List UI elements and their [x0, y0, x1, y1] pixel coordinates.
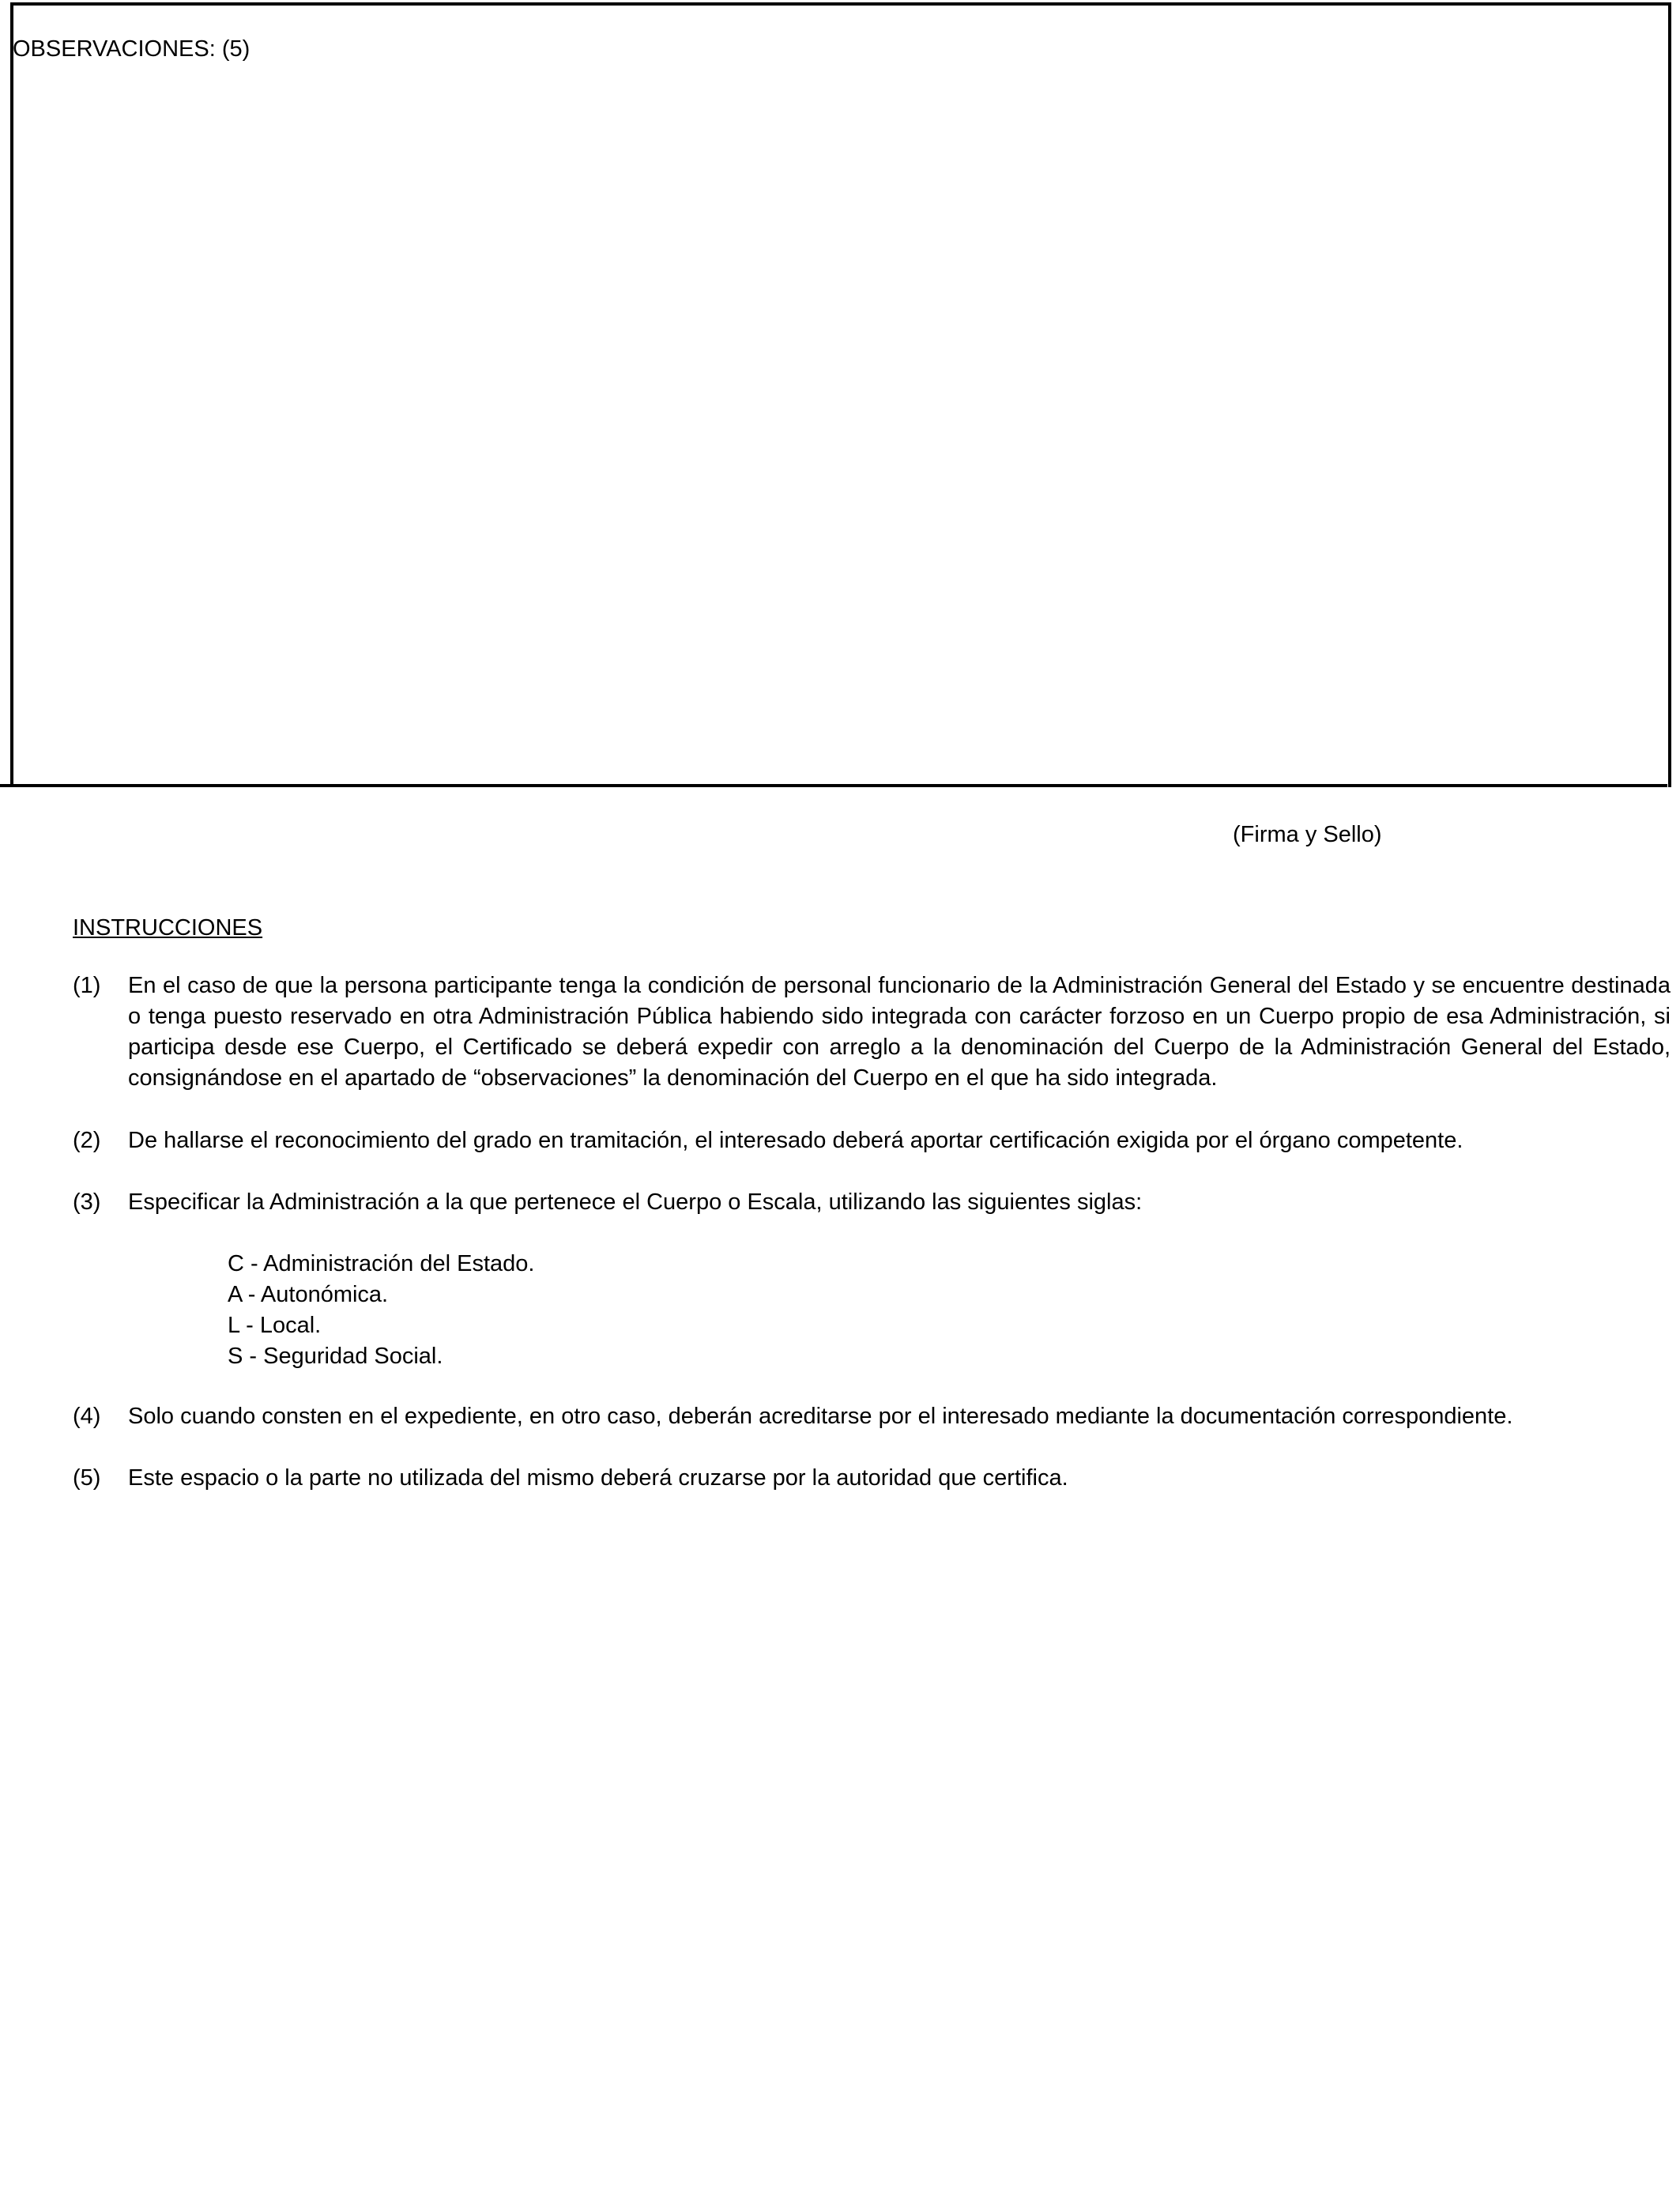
note-text: En el caso de que la persona participante tenga la condición de personal funcionario de la Administración General del Estado y se encuentre destinada o tenga puesto reservado en otra Administración Pública habiendo sido integrada con carácter forzoso en un Cuerpo propio de esa Administración, si participa desde ese Cuerpo, el Certificado se deberá expedir con arreglo a la denominación del Cuerpo de la Administración General del Estado, consignándose en el apartado de “observaciones” la denominación del Cuerpo en el que ha sido integrada. [128, 973, 1671, 1091]
note-number: (1) [73, 973, 101, 998]
observations-box [10, 2, 1671, 785]
sigla-item: S - Seguridad Social. [228, 1344, 443, 1369]
observations-right-border [1668, 2, 1671, 787]
instruction-note-4 [73, 1401, 1671, 1432]
note-text: Especificar la Administración a la que pertenece el Cuerpo o Escala, utilizando las siguientes siglas: [128, 1189, 1143, 1215]
instruction-note-2 [73, 1125, 1671, 1156]
instruction-note-5 [73, 1463, 1671, 1494]
note-text: De hallarse el reconocimiento del grado en tramitación, el interesado deberá aportar certificación exigida por el órgano competente. [128, 1128, 1463, 1153]
note-number: (5) [73, 1465, 101, 1491]
note-text: Solo cuando consten en el expediente, en otro caso, deberán acreditarse por el interesado mediante la documentación correspondiente. [128, 1404, 1513, 1429]
sigla-item: C - Administración del Estado. [228, 1251, 535, 1276]
note-text: Este espacio o la parte no utilizada del mismo deberá cruzarse por la autoridad que certifica. [128, 1465, 1068, 1491]
instruction-note-1 [73, 971, 1671, 1094]
signature-label: (Firma y Sello) [1233, 822, 1382, 847]
siglas-list [228, 1249, 534, 1372]
instructions-heading: INSTRUCCIONES [73, 915, 263, 941]
sigla-item: L - Local. [228, 1313, 322, 1338]
note-number: (2) [73, 1128, 101, 1153]
observations-bottom-border [0, 784, 1667, 787]
observations-label: OBSERVACIONES: (5) [13, 36, 250, 62]
sigla-item: A - Autonómica. [228, 1282, 389, 1307]
note-number: (3) [73, 1189, 101, 1215]
note-number: (4) [73, 1404, 101, 1429]
instruction-note-3 [73, 1187, 1671, 1218]
